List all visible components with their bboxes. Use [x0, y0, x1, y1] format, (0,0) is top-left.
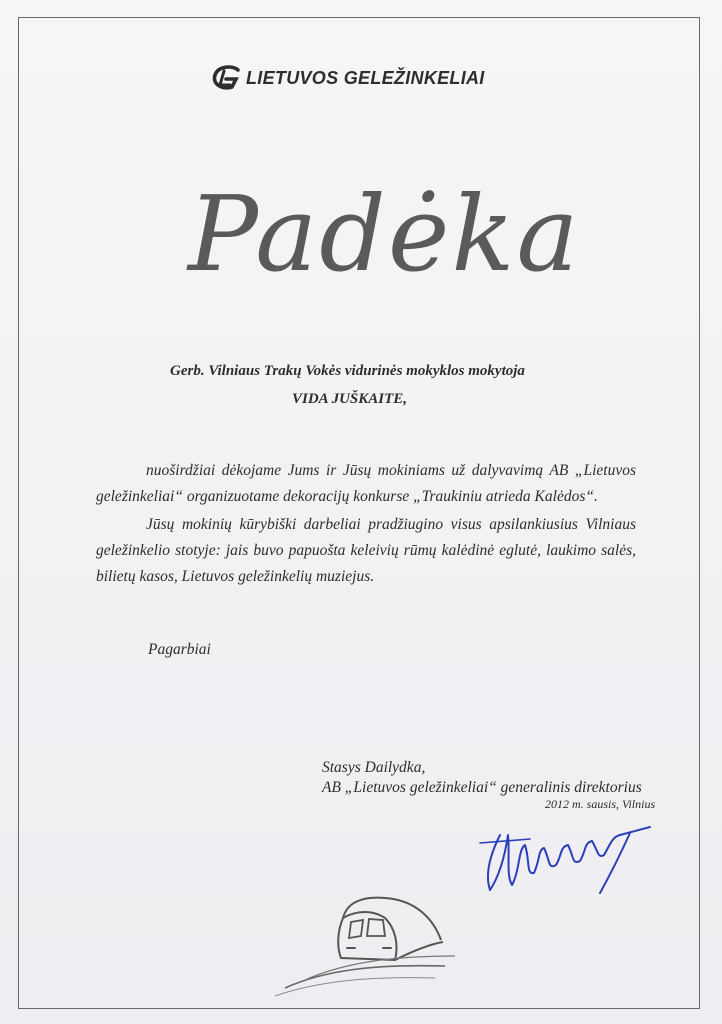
- certificate-title: [180, 160, 580, 300]
- company-name: LIETUVOS GELEŽINKELIAI: [246, 67, 485, 88]
- signer-name: Stasys Dailydka,: [322, 759, 426, 776]
- lg-logo-icon: [210, 64, 244, 92]
- train-emblem-icon: [265, 878, 465, 998]
- body-paragraph-1: nuoširdžiai dėkojame Jums ir Jūsų mokiniams už dalyvavimą AB „Lietuvos geležinkeliai“ organizuotame dekoracijų konkurse „Traukiniu atrieda Kalėdos“.: [96, 462, 636, 505]
- company-logo: [210, 62, 485, 94]
- addressee-name: VIDA JUŠKAITE,: [292, 391, 408, 407]
- signature-icon: [470, 815, 670, 900]
- signer-position: AB „Lietuvos geležinkeliai“ generalinis direktorius: [322, 779, 642, 796]
- closing: Pagarbiai: [148, 641, 211, 658]
- addressee-line: Gerb. Vilniaus Trakų Vokės vidurinės mokyklos mokytoja: [170, 363, 525, 379]
- date-place: 2012 m. sausis, Vilnius: [545, 797, 656, 811]
- body-paragraph-2: Jūsų mokinių kūrybiški darbeliai pradžiugino visus apsilankiusius Vilniaus geležinkelio stotyje: jais buvo papuošta keleivių rūmų kalėdinė eglutė, laukimo salės, bilietų kasos, Lietuvos geležinkelių muziejus.: [96, 516, 636, 585]
- title-text: Padėka: [188, 173, 580, 295]
